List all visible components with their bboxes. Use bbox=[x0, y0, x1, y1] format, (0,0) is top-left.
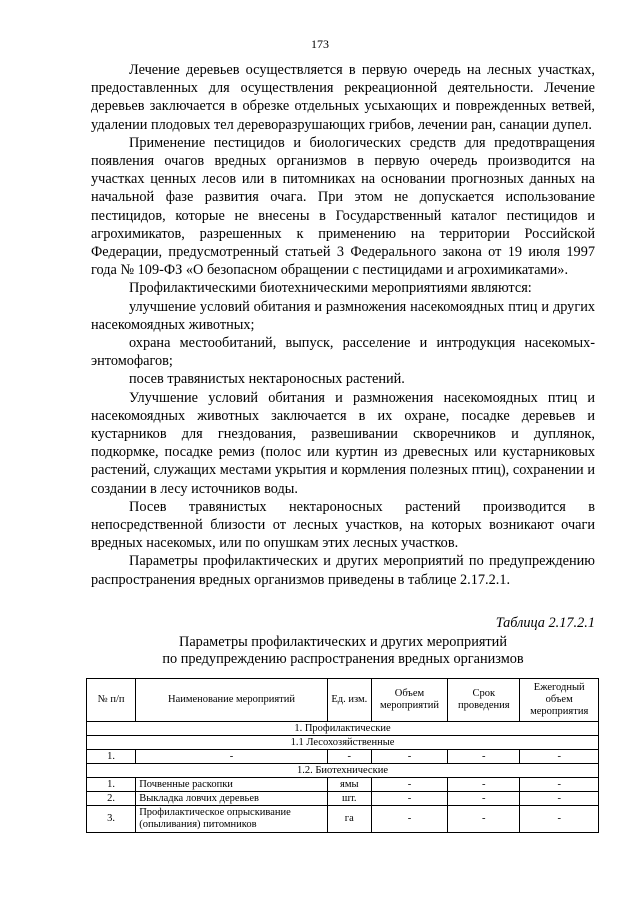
parameters-table bbox=[86, 678, 599, 833]
paragraph: Профилактическими биотехническими мероприятиями являются: bbox=[129, 280, 532, 297]
cell-term: - bbox=[448, 792, 520, 806]
cell-annual: - bbox=[520, 806, 599, 833]
cell-num: 2. bbox=[87, 792, 136, 806]
paragraph: Лечение деревьев осуществляется в первую очередь на лесных участках, предоставленных для осуществления рекреационной деятельности. Лечение деревьев заключается в обрезке отдельных усыхающих и поврежденных ветвей, удалении плодовых тел дереворазрушающих грибов, лечении ран, санации дупел. bbox=[91, 62, 595, 133]
header-volume: Объем мероприятий bbox=[371, 679, 447, 722]
header-num: № п/п bbox=[87, 679, 136, 722]
section-row bbox=[87, 736, 599, 750]
cell-name: - bbox=[136, 750, 328, 764]
section-title: 1.2. Биотехнические bbox=[87, 764, 599, 778]
table-caption: Таблица 2.17.2.1 bbox=[495, 615, 595, 631]
table-row bbox=[87, 750, 599, 764]
section-title: 1. Профилактические bbox=[87, 722, 599, 736]
cell-term: - bbox=[448, 778, 520, 792]
table-title-line: Параметры профилактических и других мероприятий bbox=[179, 634, 507, 650]
table-row bbox=[87, 806, 599, 833]
cell-annual: - bbox=[520, 778, 599, 792]
body-text bbox=[91, 61, 595, 589]
paragraph: Параметры профилактических и других мероприятий по предупреждению распространения вредных организмов приведены в таблице 2.17.2.1. bbox=[91, 553, 595, 588]
table-header-row bbox=[87, 679, 599, 722]
cell-annual: - bbox=[520, 750, 599, 764]
cell-num: 1. bbox=[87, 750, 136, 764]
cell-annual: - bbox=[520, 792, 599, 806]
cell-term: - bbox=[448, 806, 520, 833]
cell-volume: - bbox=[371, 778, 447, 792]
cell-volume: - bbox=[371, 750, 447, 764]
table-title bbox=[91, 634, 595, 668]
paragraph: Улучшение условий обитания и размножения насекомоядных птиц и насекомоядных животных заключается в их охране, посадке деревьев и кустарников для гнездования, развешивании скворечников и дуплянок, подкормке, посадке ремиз (полос или куртин из древесных или кустарниковых растений, служащих местами укрытия и кормления полезных птиц), сохранении и создании в лесу источников воды. bbox=[91, 389, 595, 497]
section-title: 1.1 Лесохозяйственные bbox=[87, 736, 599, 750]
paragraph: посев травянистых нектароносных растений. bbox=[129, 371, 405, 388]
cell-name: Выкладка ловчих деревьев bbox=[136, 792, 328, 806]
section-row bbox=[87, 722, 599, 736]
cell-name: Почвенные раскопки bbox=[136, 778, 328, 792]
cell-unit: - bbox=[327, 750, 371, 764]
header-unit: Ед. изм. bbox=[327, 679, 371, 722]
cell-name: Профилактическое опрыскивание (опыливания) питомников bbox=[136, 806, 328, 833]
cell-term: - bbox=[448, 750, 520, 764]
cell-num: 1. bbox=[87, 778, 136, 792]
section-row bbox=[87, 764, 599, 778]
cell-volume: - bbox=[371, 792, 447, 806]
cell-num: 3. bbox=[87, 806, 136, 833]
header-annual: Ежегодный объем мероприятия bbox=[520, 679, 599, 722]
header-name: Наименование мероприятий bbox=[136, 679, 328, 722]
page-number: 173 bbox=[311, 37, 329, 51]
table-title-line: по предупреждению распространения вредных организмов bbox=[162, 651, 524, 667]
paragraph: улучшение условий обитания и размножения насекомоядных птиц и других насекомоядных животных; bbox=[91, 298, 595, 333]
header-term: Срок проведения bbox=[448, 679, 520, 722]
paragraph: Посев травянистых нектароносных растений производится в непосредственной близости от лесных участков, на которых возникают очаги вредных насекомых, или по опушкам этих лесных участков. bbox=[91, 498, 595, 552]
paragraph: Применение пестицидов и биологических средств для предотвращения появления очагов вредных организмов в первую очередь производится на участках ценных лесов или в питомниках на основании прогнозных данных на начальной фазе развития очага. При этом не допускается использование пестицидов, которые не внесены в Государственный каталог пестицидов и агрохимикатов, разрешенных к применению на территории Российской Федерации, предусмотренный статьей 3 Федерального закона от 19 июля 1997 года № 109-ФЗ «О безопасном обращении с пестицидами и агрохимикатами». bbox=[91, 134, 595, 279]
cell-volume: - bbox=[371, 806, 447, 833]
table-row bbox=[87, 792, 599, 806]
cell-unit: ямы bbox=[327, 778, 371, 792]
cell-unit: шт. bbox=[327, 792, 371, 806]
table-row bbox=[87, 778, 599, 792]
paragraph: охрана местообитаний, выпуск, расселение и интродукция насекомых-энтомофагов; bbox=[91, 335, 595, 370]
cell-unit: га bbox=[327, 806, 371, 833]
